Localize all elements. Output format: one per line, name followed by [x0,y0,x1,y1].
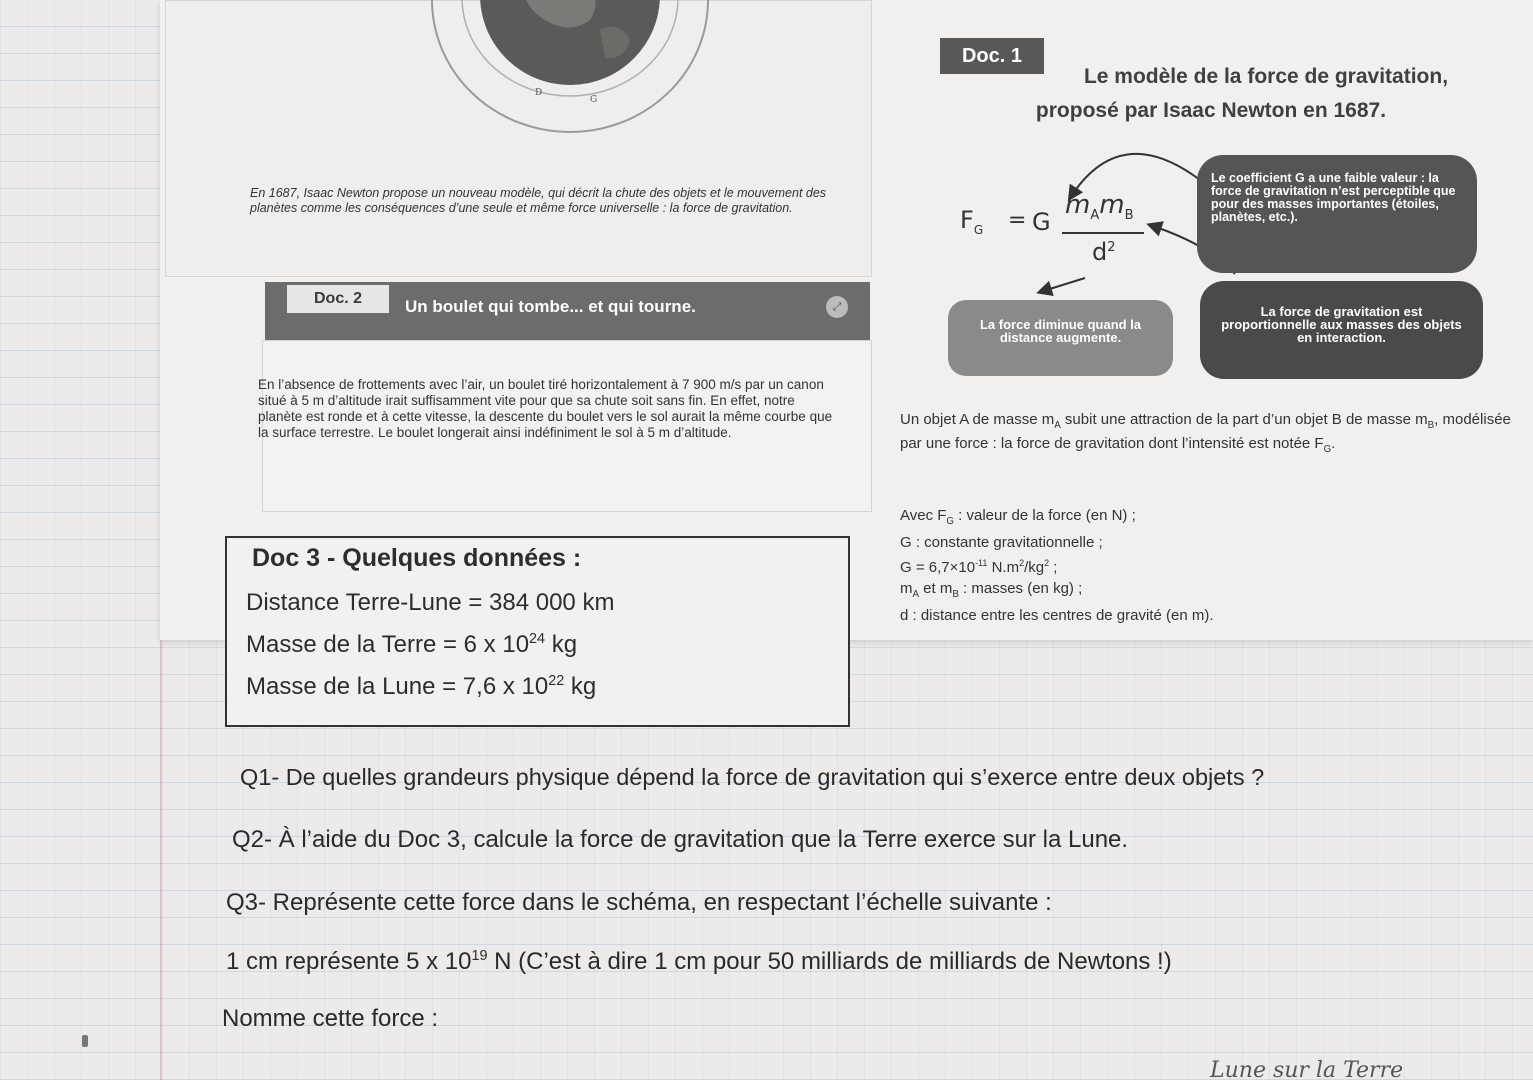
formula-fraction-bar [1062,232,1144,234]
doc2-tag: Doc. 2 [287,285,389,313]
question-1: Q1- De quelles grandeurs physique dépend la force de gravitation qui s’exerce entre deux objets ? [240,764,1265,790]
formula-denominator: $d^2$ [1092,238,1116,266]
legend-constant: G : constante gravitationnelle ; [900,534,1103,551]
doc1-tag: Doc. 1 [940,38,1044,74]
bubble-distance: La force diminue quand la distance augmente. [948,300,1173,376]
bubble-constant-g: Le coefficient G a une faible valeur : la force de gravitation n’est perceptible que pour des masses importantes (étoiles, planètes, etc.). [1197,155,1477,273]
doc1-title-line1: Le modèle de la force de gravitation, [1083,65,1449,88]
svg-text:D: D [535,88,543,98]
bubble-masses: La force de gravitation est proportionnelle aux masses des objets en interaction. [1200,281,1483,379]
legend-force: Avec $F_G$ : valeur de la force (en N) ; [900,507,1136,527]
question-2: Q2- À l’aide du Doc 3, calcule la force de gravitation que la Terre exerce sur la Lune. [232,826,1129,853]
legend-masses: $m_A$ et $m_B$ : masses (en kg) ; [900,580,1083,600]
doc1-title [996,60,1496,128]
svg-text:G: G [590,95,598,105]
doc2-title: Un boulet qui tombe... et qui tourne. [405,297,696,316]
doc3-moon-mass: Masse de la Lune = 7,6 x $10^{22}$ kg [246,673,597,700]
formula-numerator: $m_Am_B$ [1065,190,1134,224]
doc1-legend [900,505,1530,626]
doc1-title-line2: proposé par Isaac Newton en 1687. [1035,99,1387,122]
formula-equals: = [1008,208,1027,233]
binder-hole [82,1035,88,1047]
expand-icon: ⤢ [826,296,848,318]
doc3-distance: Distance Terre-Lune = 384 000 km [246,589,615,616]
name-force-prompt: Nomme cette force : [222,1005,439,1032]
doc3-title: Doc 3 - Quelques données : [252,544,582,572]
handwriting-snippet: Lune sur la Terre [1210,1058,1404,1080]
legend-constant-value: $G = 6,7\times 10^{-11}$ $N.m^2/kg^2$ ; [900,558,1058,576]
doc3-earth-mass: Masse de la Terre = 6 x $10^{24}$ kg [246,631,578,658]
formula-constant: G [1032,208,1051,236]
question-3: Q3- Représente cette force dans le schéma, en respectant l’échelle suivante : [226,889,1052,916]
legend-distance: d : distance entre les centres de gravité (en m). [900,607,1214,624]
newton-globe-illustration [430,0,710,135]
intro-text: En 1687, Isaac Newton propose un nouveau modèle, qui décrit la chute des objets et le mouvement des planètes comme les conséquences d’une seule et même force universelle : la force de gravitation. [250,186,827,215]
formula-force: $F_G$ [960,206,984,237]
doc1-description: Un objet A de masse $m_A$ subit une attraction de la part d’un objet B de masse $m_B$, modélisée par une force : la force de gravitation dont l’intensité est notée $F_G$. [900,411,1511,455]
doc2-text: En l’absence de frottements avec l’air, un boulet tiré horizontalement à 7 900 m/s par un canon situé à 5 m d’altitude irait suffisamment vite pour que sa chute soit sans fin. En effet, notre planète est ronde et à cette vitesse, la descente du boulet vers le sol aurait la même courbe que la surface terrestre. Le boulet longerait ainsi indéfiniment le sol à 5 m d’altitude. [258,377,833,440]
question-3-scale: 1 cm représente 5 x $10^{19}$ N (C’est à dire 1 cm pour 50 milliards de milliards de Newtons !) [226,948,1172,975]
